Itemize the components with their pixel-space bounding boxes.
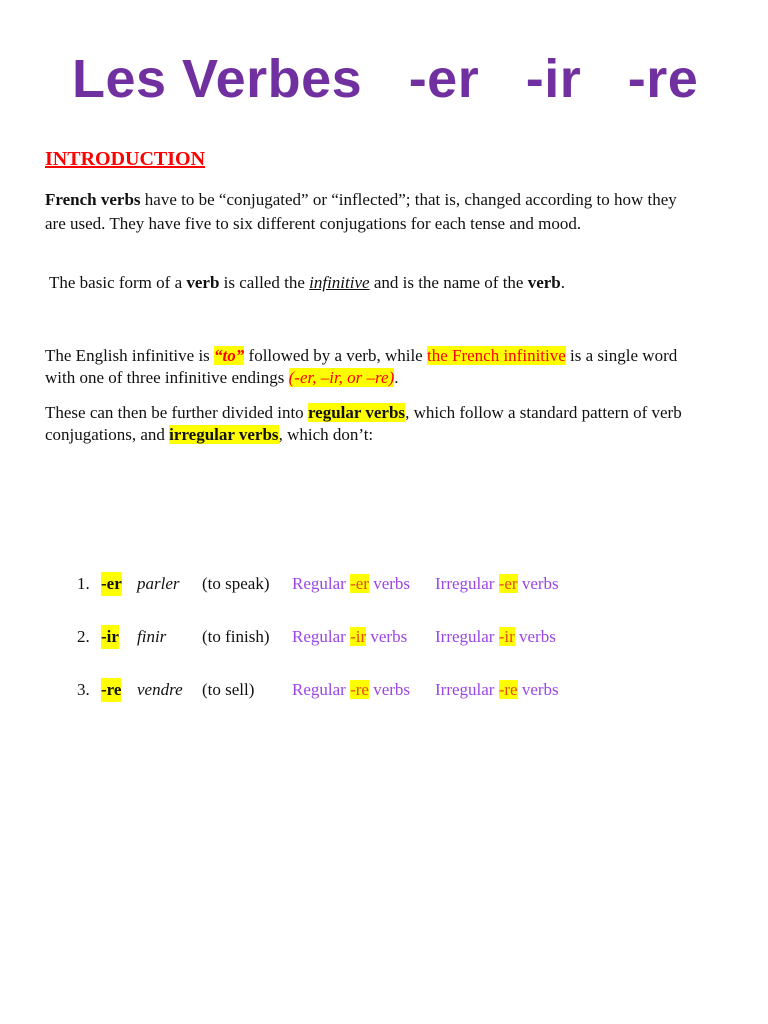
paragraph-text: followed by a verb, while: [244, 346, 427, 365]
link-text: verbs: [368, 574, 411, 593]
paragraph-text: is called the: [219, 273, 310, 292]
list-number: 2.: [77, 627, 90, 646]
list-number: 3.: [77, 680, 90, 699]
paragraph-text: The English infinitive is: [45, 346, 215, 365]
link-ending: -re: [498, 680, 518, 699]
link-ending: -er: [350, 574, 369, 593]
verb-translation: (to speak): [202, 574, 270, 593]
link-text: verbs: [366, 627, 408, 646]
verb-translation: (to sell): [202, 680, 255, 699]
paragraph-conjugation: [45, 188, 685, 236]
paragraph-regular-irregular: [45, 402, 685, 446]
link-text: verbs: [517, 574, 559, 593]
link-text: verbs: [368, 680, 411, 699]
paragraph-text: .: [394, 368, 399, 387]
verb-translation: (to finish): [202, 627, 270, 646]
term-verb: verb: [186, 273, 220, 292]
page-title: Les Verbes -er -ir -re: [72, 49, 699, 109]
link-regular-re-verbs[interactable]: [292, 678, 410, 702]
verb-infinitive: vendre: [137, 680, 183, 699]
link-text: Regular: [292, 627, 351, 646]
link-ending: -er: [498, 574, 518, 593]
verb-ending: -er: [101, 572, 122, 596]
link-text: Regular: [292, 574, 351, 593]
link-regular-ir-verbs[interactable]: [292, 625, 407, 649]
link-text: verbs: [517, 680, 559, 699]
link-ending: -ir: [350, 627, 367, 646]
link-regular-er-verbs[interactable]: [292, 572, 410, 596]
verb-ending: -re: [101, 678, 121, 702]
link-irregular-er-verbs[interactable]: [435, 572, 559, 596]
link-irregular-ir-verbs[interactable]: [435, 625, 556, 649]
link-text: Irregular: [435, 627, 499, 646]
paragraph-text: , which don’t:: [278, 425, 374, 444]
highlight-french-infinitive: the French infinitive: [426, 346, 566, 365]
highlight-endings: (-er, –ir, or –re): [288, 368, 395, 387]
paragraph-text: and is the name of the: [369, 273, 528, 292]
term-french-verbs: French verbs: [45, 190, 141, 209]
section-heading-introduction: INTRODUCTION: [45, 148, 206, 170]
paragraph-text: .: [560, 273, 566, 292]
highlight-irregular-verbs: irregular verbs: [169, 425, 279, 444]
link-ending: -re: [350, 680, 369, 699]
paragraph-english-infinitive: [45, 345, 685, 389]
link-irregular-re-verbs[interactable]: [435, 678, 559, 702]
link-text: Irregular: [435, 574, 499, 593]
paragraph-infinitive: [49, 271, 689, 295]
highlight-to: “to”: [214, 346, 245, 365]
verb-infinitive: finir: [137, 627, 167, 646]
paragraph-text: is a single word with one of three infinitive endings: [45, 346, 678, 387]
paragraph-text: have to be “conjugated” or “inflected”; that is, changed according to how they are used. They have five to six different conjugations for each tense and mood.: [45, 190, 677, 233]
term-infinitive: infinitive: [309, 273, 370, 292]
verb-infinitive: parler: [137, 574, 180, 593]
paragraph-text: The basic form of a: [49, 273, 187, 292]
highlight-regular-verbs: regular verbs: [307, 403, 406, 422]
list-number: 1.: [77, 574, 90, 593]
paragraph-text: , which follow a standard pattern of verb conjugations, and: [45, 403, 682, 444]
link-text: Regular: [292, 680, 351, 699]
link-text: Irregular: [435, 680, 499, 699]
paragraph-text: These can then be further divided into: [45, 403, 308, 422]
term-verb: verb: [527, 273, 561, 292]
link-ending: -ir: [498, 627, 515, 646]
link-text: verbs: [514, 627, 556, 646]
verb-ending: -ir: [101, 625, 119, 649]
